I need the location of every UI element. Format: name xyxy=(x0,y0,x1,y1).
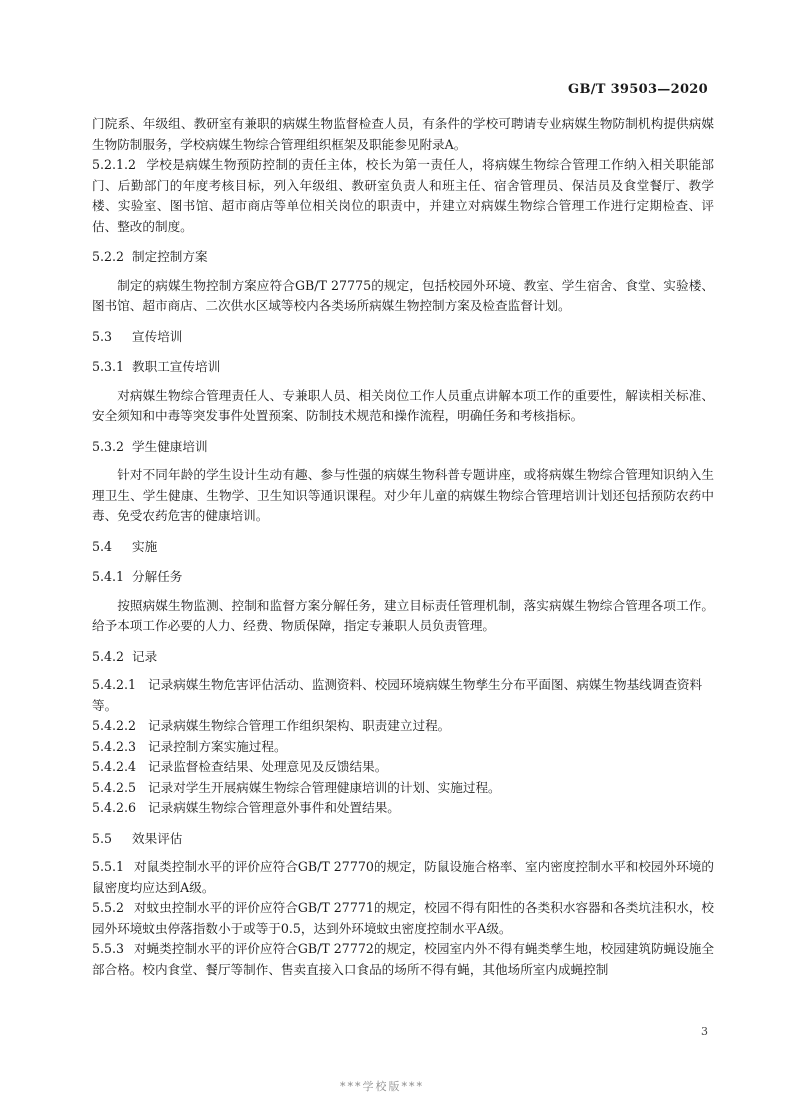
paragraph-5-4-1: 按照病媒生物监测、控制和监督方案分解任务，建立目标责任管理机制，落实病媒生物综合管理各项工作。给予本项工作必要的人力、经费、物质保障，指定专兼职人员负责管理。 xyxy=(92,597,714,633)
heading-5-4: 5.4 实施 xyxy=(92,538,158,554)
heading-5-4-2: 5.4.2 记录 xyxy=(92,648,158,664)
clause-5-5-3: 5.5.3 对蝇类控制水平的评价应符合GB/T 27772的规定，校园室内外不得有蝇类孳生地，校园建筑防蝇设施全部合格。校内食堂、餐厅等制作、售卖直接入口食品的场所不得有蝇，其他场所室内成蝇控制 xyxy=(92,941,714,977)
record-item: 5.4.2.2 记录病媒生物综合管理工作组织架构、职责建立过程。 xyxy=(92,718,451,733)
record-item: 5.4.2.4 记录监督检查结果、处理意见及反馈结果。 xyxy=(92,759,388,774)
record-item: 5.4.2.6 记录病媒生物综合管理意外事件和处置结果。 xyxy=(92,800,400,815)
standard-code: GB/T 39503—2020 xyxy=(568,82,708,97)
page-number: 3 xyxy=(701,1025,708,1038)
record-item: 5.4.2.5 记录对学生开展病媒生物综合管理健康培训的计划、实施过程。 xyxy=(92,779,501,795)
heading-5-2-2: 5.2.2 制定控制方案 xyxy=(92,249,208,264)
heading-5-3: 5.3 宣传培训 xyxy=(92,328,183,344)
heading-5-5: 5.5 效果评估 xyxy=(92,830,183,846)
paragraph-5-2-2: 制定的病媒生物控制方案应符合GB/T 27775的规定，包括校园外环境、教室、学生宿舍、食堂、实验楼、图书馆、超市商店、二次供水区域等校内各类场所病媒生物控制方案及检查监督计划。 xyxy=(92,277,714,313)
paragraph-5-3-2: 针对不同年龄的学生设计生动有趣、参与性强的病媒生物科普专题讲座，或将病媒生物综合管理知识纳入生理卫生、学生健康、生物学、卫生知识等通识课程。对少年儿童的病媒生物综合管理培训计划还包括预防农药中毒、免受农药危害的健康培训。 xyxy=(92,467,714,523)
record-item: 5.4.2.1 记录病媒生物危害评估活动、监测资料、校园环境病媒生物孳生分布平面图、病媒生物基线调查资料等。 xyxy=(92,677,703,713)
continued-paragraph: 门院系、年级组、教研室有兼职的病媒生物监督检查人员，有条件的学校可聘请专业病媒生物防制机构提供病媒生物防制服务，学校病媒生物综合管理组织框架及职能参见附录A。 xyxy=(92,116,714,152)
document-body xyxy=(92,114,714,980)
clause-5-2-1-2 xyxy=(92,155,714,237)
clause-5-5-1: 5.5.1 对鼠类控制水平的评价应符合GB/T 27770的规定，防鼠设施合格率、室内密度控制水平和校园外环境的鼠密度均应达到A级。 xyxy=(92,859,714,895)
record-item: 5.4.2.3 记录控制方案实施过程。 xyxy=(92,738,287,754)
clause-text: 学校是病媒生物预防控制的责任主体，校长为第一责任人，将病媒生物综合管理工作纳入相关职能部门、后勤部门的年度考核目标，列入年级组、教研室负责人和班主任、宿舍管理员、保洁员及食堂餐厅、教学楼、实验室、图书馆、超市商店等单位相关岗位的职责中，并建立对病媒生物综合管理工作进行定期检查、评估、整改的制度。 xyxy=(92,157,714,234)
clause-number: 5.2.1.2 xyxy=(92,157,137,172)
clause-5-5-2: 5.5.2 对蚊虫控制水平的评价应符合GB/T 27771的规定，校园不得有阳性的各类积水容器和各类坑洼积水，校园外环境蚊虫停落指数小于或等于0.5，达到外环境蚊虫密度控制水平A级。 xyxy=(92,900,714,936)
paragraph-5-3-1: 对病媒生物综合管理责任人、专兼职人员、相关岗位工作人员重点讲解本项工作的重要性，解读相关标准、安全须知和中毒等突发事件处置预案、防制技术规范和操作流程，明确任务和考核指标。 xyxy=(92,387,714,423)
footer-watermark: ***学校版*** xyxy=(340,1080,424,1093)
heading-5-3-1: 5.3.1 教职工宣传培训 xyxy=(92,359,221,374)
heading-5-3-2: 5.3.2 学生健康培训 xyxy=(92,438,208,454)
heading-5-4-1: 5.4.1 分解任务 xyxy=(92,569,183,584)
